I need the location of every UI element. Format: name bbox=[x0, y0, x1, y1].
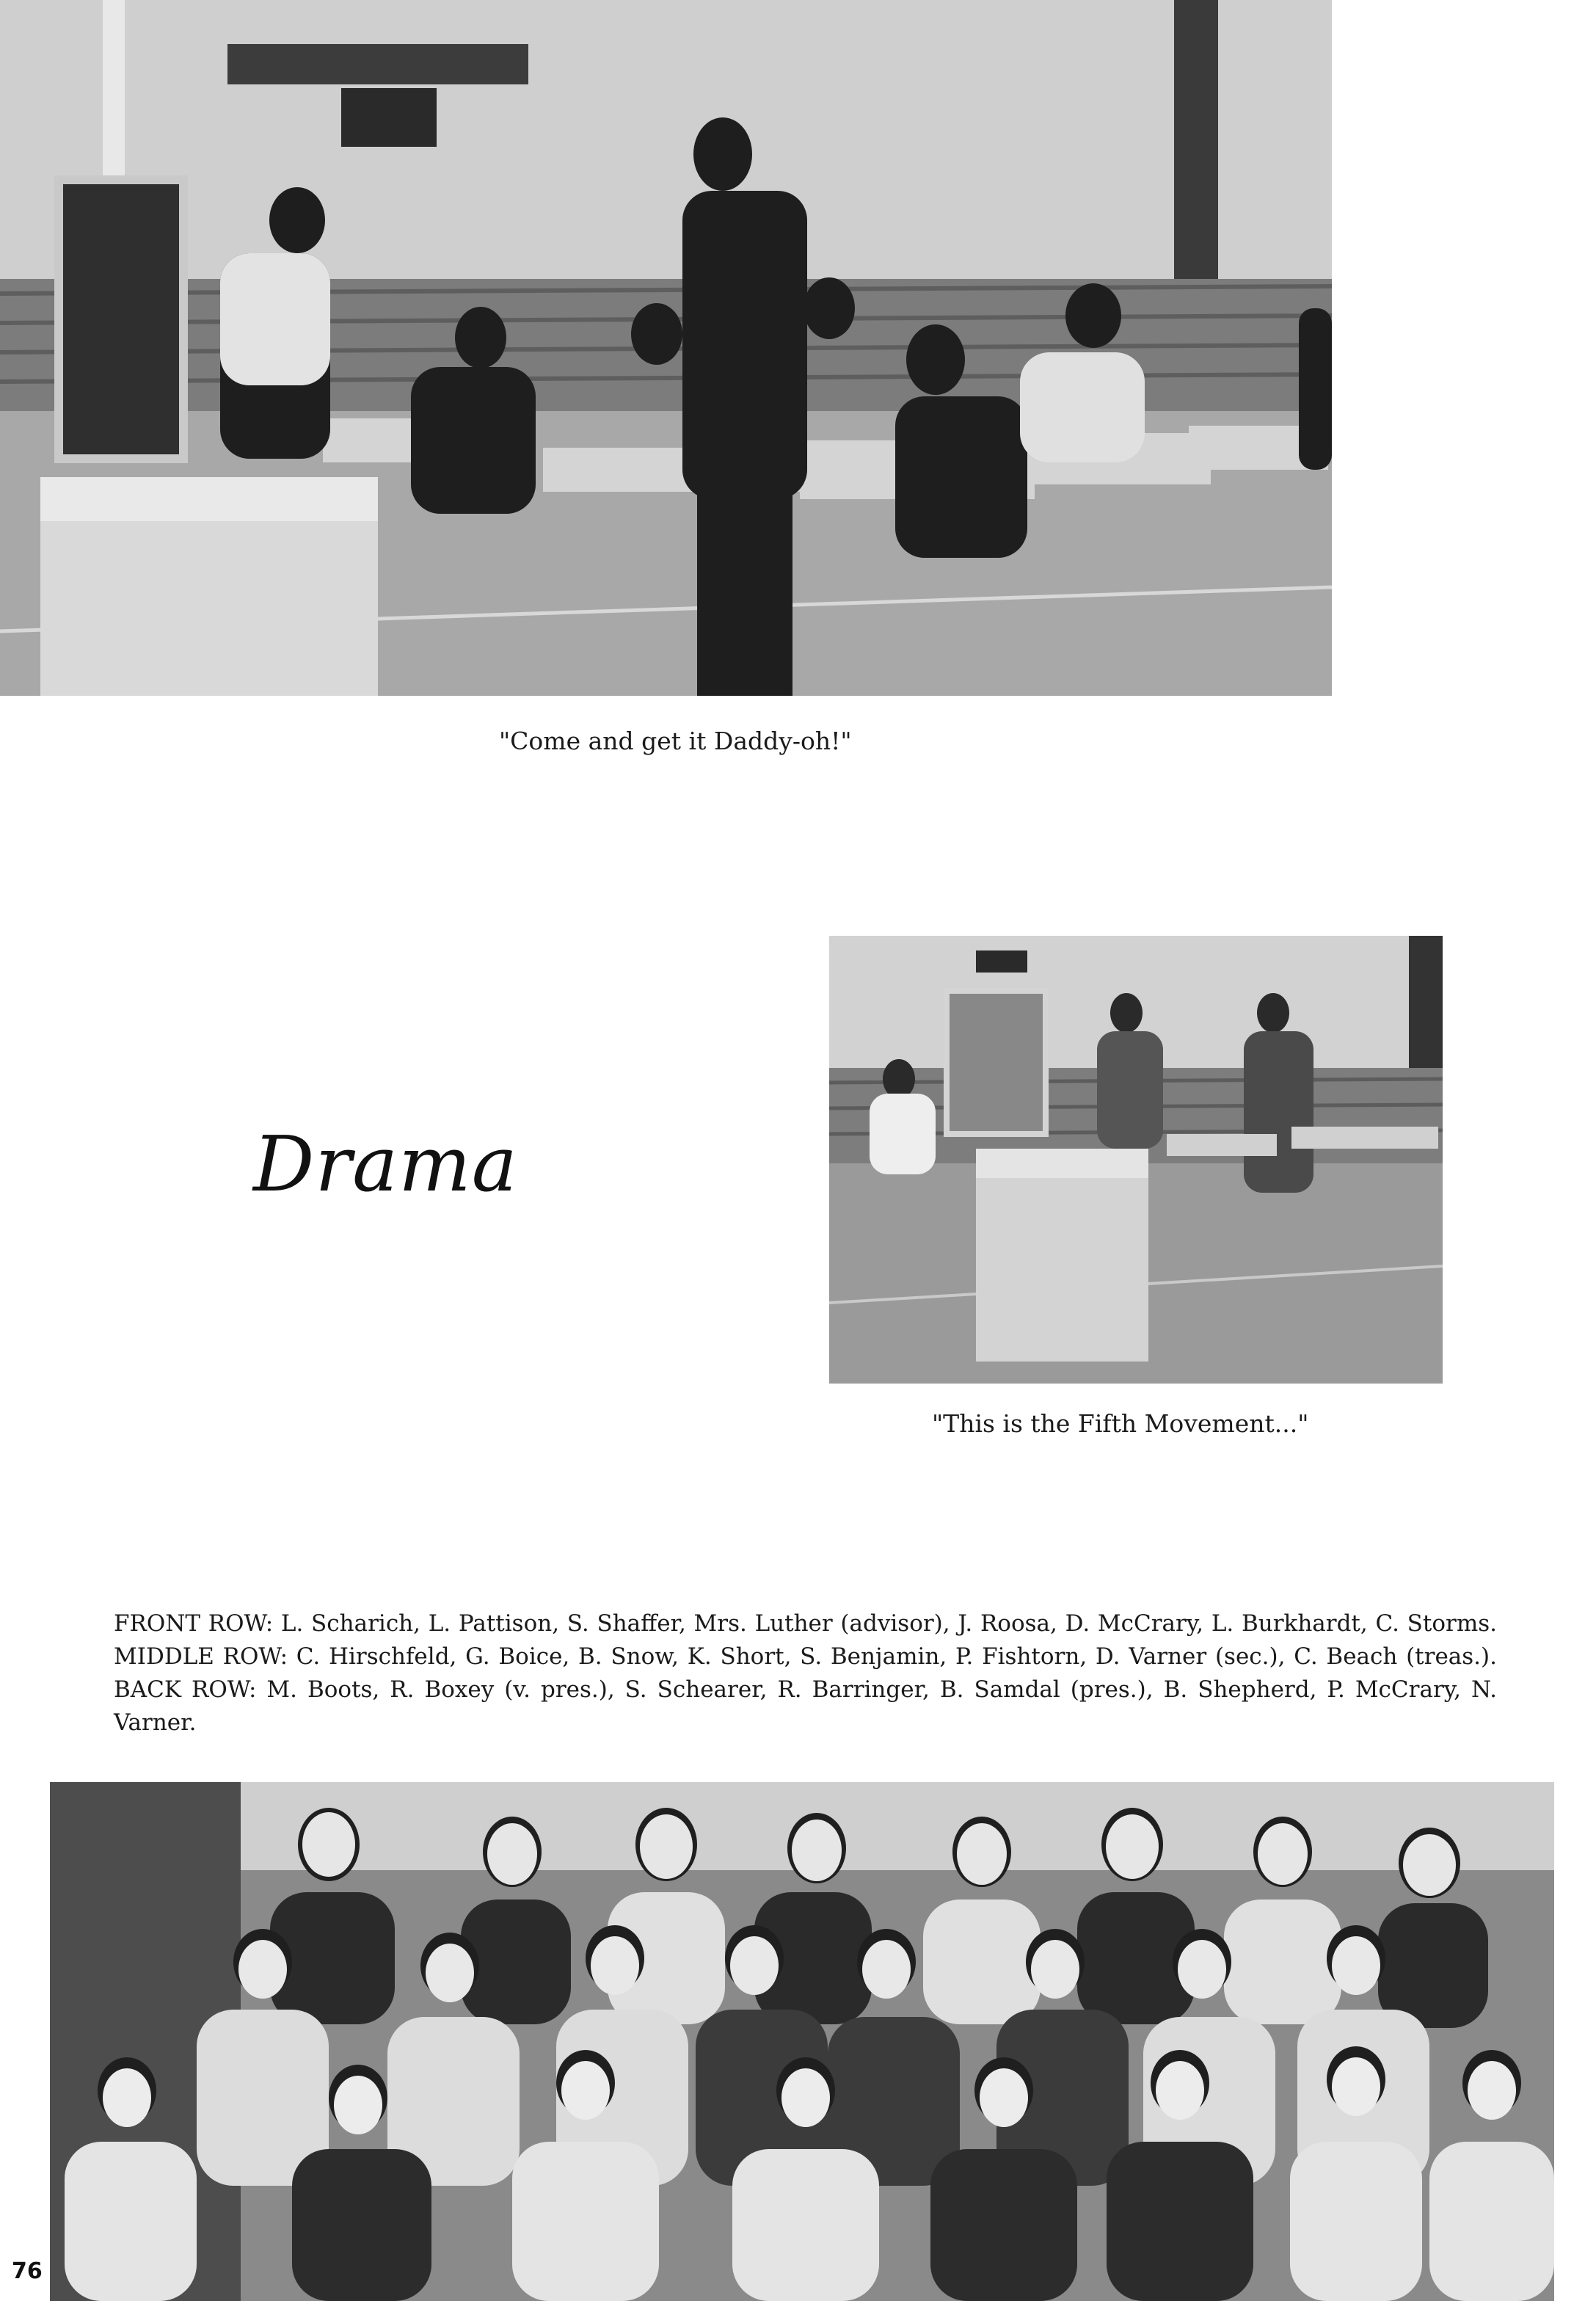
stage-scene-image bbox=[829, 936, 1443, 1384]
stage-scene-caption: "This is the Fifth Movement..." bbox=[932, 1409, 1309, 1438]
stage-scene-photo bbox=[829, 936, 1443, 1384]
page-title: Drama bbox=[253, 1119, 518, 1209]
group-photo bbox=[50, 1782, 1554, 2301]
classroom-scene-image bbox=[0, 0, 1332, 696]
classroom-scene-caption: "Come and get it Daddy-oh!" bbox=[499, 727, 852, 755]
roster-text: FRONT ROW: L. Scharich, L. Pattison, S. Shaffer, Mrs. Luther (advisor), J. Roosa, D. McCrary, L. Burkhardt, C. Storms. MIDDLE ROW: C. Hirschfeld, G. Boice, B. Snow, K. Short, S. Benjamin, P. Fishtorn, D. Varner (sec.), C. Beach (treas.). BACK ROW: M. Boots, R. Boxey (v. pres.), S. Schearer, R. Barringer, B. Samdal (pres.), B. Shepherd, P. McCrary, N. Varner. bbox=[114, 1610, 1497, 1736]
page-number: 76 bbox=[12, 2258, 43, 2284]
group-photo-image bbox=[50, 1782, 1554, 2301]
classroom-scene-photo bbox=[0, 0, 1332, 696]
